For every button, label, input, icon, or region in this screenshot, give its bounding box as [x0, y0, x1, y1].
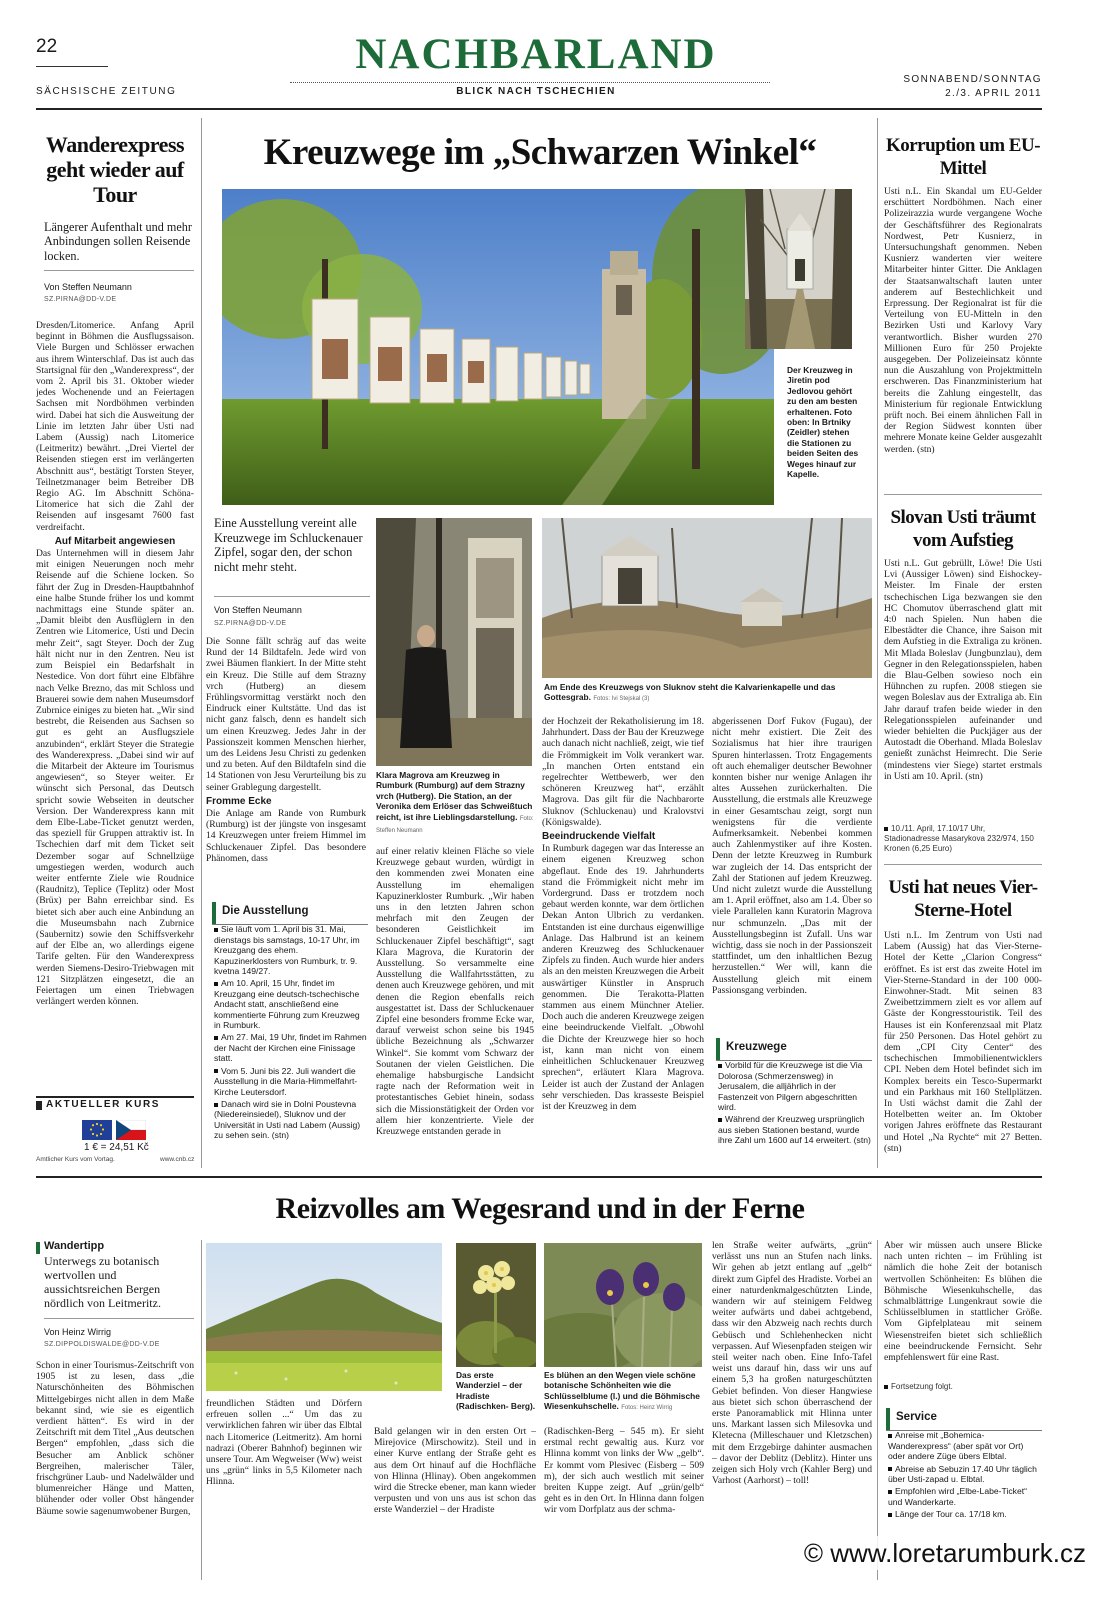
left-subhead: Auf Mitarbeit angewiesen [54, 535, 176, 547]
kurs-marker [36, 1101, 42, 1110]
bottom-kicker: Wandertipp [44, 1240, 105, 1252]
date-line-1: SONNABEND/SONNTAG [903, 74, 1042, 85]
watermark-link[interactable]: © www.loretarumburk.cz [690, 1536, 1086, 1570]
photo-primrose [456, 1243, 536, 1367]
service-item: Abreise ab Sebuzin 17.40 Uhr täglich über Usti-zapad u. Elbtal. [888, 1463, 1037, 1485]
bottom-body-col-1: Schon in einer Tourismus-Zeitschrift von 1905 ist zu lesen, dass „die Naturschönheiten des Böhmischen Mittelgebirges nicht allen in dem Maße bekannt sind, wie sie es eigentlich verdient hätten“. Es wird in der Zeitschrift mit dem Titel „Aus deutschen Bergen“ empfohlen, „dass sich die Besucher am Anblick schöner Bergreihen, malerischer Täler, frischgrüner Laub- und Nadelwälder und blumenreicher Hänge und Matten, blühender oder voller Obst hängender Bäume sowie sagenumwobener Burgen, [36, 1360, 194, 1517]
caption-jiretin: Der Kreuzweg in Jiretin pod Jedlovou gehört zu den am besten erhaltenen. Foto oben: In Brtniky (Zeidler) stehen die Stationen zu beiden Seiten des Weges hinauf zur Kapelle. [787, 365, 859, 480]
bullet-icon [214, 1069, 218, 1073]
bullet-icon [718, 1064, 722, 1068]
bullet-icon [718, 1118, 722, 1122]
caption-magrova [376, 770, 534, 836]
left-body [36, 320, 194, 1094]
right-story1-body: Usti n.L. Ein Skandal um EU-Gelder erschüttert Nordböhmen. Nach einer Polizeirazzia wurde vergangene Woche der Geschäftsführer des Regionalrats Nordwest, Petr Kusnierz, in Untersuchungshaft genommen. Neben Kusnierz wanderten vier weitere Mitarbeiter hinter Gitter. Die Anklagen der Staatsanwaltschaft lauten unter anderem auf Bestechlichkeit und Erpressung. Der Regionalrat ist für die Verteilung von EU-Mitteln in den Bezirken Usti und Karlovy Vary verantwortlich. Bisher wurden 270 Millionen Euro für 250 Projekte ausgegeben. Der Polizeieinsatz könnte nun die Auszahlung von Projektmitteln erschweren. Das Finanzministerium hat bereits die Zahlung eingestellt, das Ministerium für regionale Entwicklung prüft noch. Bei einem ähnlichen Fall in der Region Südwest konnten über mehrere Monate keine Gelder ausgezahlt werden. (stn) [884, 186, 1042, 455]
masthead-dotted-rule [290, 82, 770, 83]
box-ausstellung-item: Am 27. Mai, 19 Uhr, findet im Rahmen der Nacht der Kirchen eine Finissage statt. [214, 1032, 367, 1064]
box-kreuzwege-list [718, 1060, 872, 1145]
right-story2-note: 10./11. April, 17.10/17 Uhr, Stadionadresse Masarykova 232/974, 150 Kronen (6,25 Euro) [884, 824, 1034, 853]
service-box [888, 1412, 1042, 1522]
photo-klara-magrova [376, 518, 532, 766]
masthead-bottom-rule [36, 108, 1042, 110]
main-body-col-2: auf einer relativ kleinen Fläche so viele Kreuzwege gebaut wurden, würdigt in den kommenden zwei Monaten eine Ausstellung im ehemaligen Kapuzinerkloster Rumburk. „Wir haben uns in den letzten Jahren schon mehrfach mit den Zeugen der besonderen Geistlichkeit im Schluckenauer Zipfel beschäftigt“, sagt Klara Magrova, die Kuratorin der Ausstellung. So versammelte eine Ausstellung die Wallfahrtsstätten, zu denen auch Kreuzwege gehören, und mit denen die Region ebenfalls reich ausgestattet ist. Dass der Schluckenauer Zipfel eine besonders fromme Ecke war, darauf verweist schon seine bis 1945 übliche Bezeichnung als „Schwarzer Winkel“. Sie kommt vom Schwarz der Soutanen der vielen Geistlichen. Die ehemalige habsburgische Landsicht ragte nach der Reformation weit in protestantisches Gebiet hinein, sodass sich die Missionstätigkeit der Orden vor allem hier konzentrierte. Viele der Kreuzwege entstanden gerade in [376, 846, 534, 1138]
main-subhead-vielfalt: Beeindruckende Vielfalt [542, 831, 656, 843]
caption-flowers-text: Es blühen an den Wegen viele schöne botanische Schönheiten wie die Schlüsselblume (l.) und die Böhmische Wiesenkuhschelle. [544, 1370, 700, 1412]
bullet-icon [884, 1385, 888, 1389]
credit-flowers: Fotos: Heinz Wirrig [621, 1405, 673, 1412]
right-story3-headline: Usti hat neues Vier-Sterne-Hotel [888, 877, 1038, 921]
section-subtitle: BLICK NACH TSCHECHIEN [456, 86, 616, 97]
right-story1-headline: Korruption um EU-Mittel [885, 135, 1041, 179]
service-item: Empfohlen wird „Elbe-Labe-Ticket“ und Wanderkarte. [888, 1486, 1027, 1507]
box-ausstellung-title: Die Ausstellung [222, 905, 309, 917]
photo-sluknov-chapel [542, 518, 872, 678]
box-ausstellung [214, 906, 368, 1143]
bottom-headline: Reizvolles am Wegesrand und in der Ferne [275, 1192, 805, 1225]
bullet-icon [884, 827, 888, 831]
bottom-right-divider [877, 1240, 878, 1580]
photo-jiretin-chapel [745, 189, 852, 349]
service-list [888, 1430, 1042, 1519]
bullet-icon [214, 1103, 218, 1107]
photo-hradiste [206, 1243, 442, 1391]
main-body-col-1 [206, 636, 366, 888]
left-body-para-1: Dresden/Litomerice. Anfang April beginnt in Böhmen die Ausflugssaison. Viele Burgen und Schlösser erwachen aus ihrem Winterschlaf. Das ist auch das Startsignal für den „Wanderexpress“, der vom 2. April bis 31. Oktober wieder jedes Wochenende und an Feiertagen Sachsen mit Nordböhmen verbinden wird. Dabei hat sich die Ausweitung der Linie im letzten Jahr über Usti nad Labem (Aussig) nach Litomerice (Leitmeritz) bewährt. „Drei Viertel der Reisenden stiegen erst im verlängerten Abschnitt aus“, bestätigt Torsten Steyer, Teilnetzmanager beim Betreiber DB Regio AG. Im Abschnitt Schöna-Litomerice hat sich die Zahl der Reisenden auf insgesamt 7600 fast verdreifacht. [36, 320, 194, 533]
box-ausstellung-item: Sie läuft vom 1. April bis 31. Mai, dienstags bis samstags, 10-17 Uhr, im Kreuzgang des ehem. Kapuzinerklosters von Rumburk, tr. 9. kvetna 149/27. [214, 924, 360, 977]
bullet-icon [888, 1434, 892, 1438]
bottom-body-col-5: len Straße weiter aufwärts, „grün“ verlässt uns nun an Stufen nach links. Wir gehen ab jetzt entlang auf „gelb“ direkt zum Gipfel des Hradiste. Vorbei an einer naturdenkmalgeschützten Linde, wandern wir auf steinigem Feldweg weiter aufwärts und dabei achtgebend, dass wir den Abzweig nach rechts durch Gebüsch und Schlehenhecken nicht verpassen. Auf Wiesenpfaden steigen wir steil weiter nach oben. Eine Info-Tafel weist uns darauf hin, dass wir uns auf einem 5,3 ha großen naturgeschützten Gebiet befinden. Von dieser Hangwiese aus bietet sich schon überraschend der erste Panoramablick mit Hlinna unter uns. Markant lassen sich Milesovka und Kletecna (Milleschauer und Kletzschen) mit dem Erzgebirge dahinter ausmachen – davor der Deblitz (Deblitz). Hinter uns zeigen sich Holy vrch (Kahler Berg) und Varhost (Aarhorst) – toll! [712, 1240, 872, 1487]
kurs-source: www.cnb.cz [160, 1156, 195, 1163]
kurs-note: Amtlicher Kurs vom Vortag. [36, 1156, 115, 1163]
bullet-icon [214, 1036, 218, 1040]
right-column-divider [877, 118, 878, 1168]
caption-hradiste: Das erste Wanderziel – der Hradiste (Radischken- Berg). [456, 1370, 536, 1412]
credit-sluknov: Fotos: Ivi Stejskal (3) [593, 696, 650, 703]
main-headline: Kreuzwege im „Schwarzen Winkel“ [263, 132, 817, 173]
masthead-left-rule [36, 66, 108, 67]
right-sep-2 [884, 864, 1042, 865]
bottom-body-col-4: (Radischken-Berg – 545 m). Er sieht erstmal recht gewaltig aus. Kurz vor Hlinna kommt von links der Ww „gelb“. Er kommt vom Plesivec (Eisberg – 509 m), der sich auch westlich mit seiner breiten Kuppe zeigt. Auf „grün/gelb“ geht es in den Ort. In Hlinna dann folgen wir vom Dorfplatz aus der schma- [544, 1426, 704, 1516]
page-number: 22 [36, 36, 58, 57]
kurs-value: 1 € = 24,51 Kč [84, 1142, 149, 1153]
service-item: Länge der Tour ca. 17/18 km. [888, 1509, 1042, 1519]
main-teaser-rule [214, 596, 370, 597]
bottom-email: SZ.DIPPOLDISWALDE@DD-V.DE [44, 1341, 160, 1348]
bottom-teaser: Unterwegs zu botanisch wertvollen und aussichtsreichen Bergen nördlich von Leitmeritz. [44, 1254, 161, 1310]
box-kreuzwege-item: Während der Kreuzweg ursprünglich aus sieben Stationen bestand, wurde ihre Zahl um 1600 auf 14 erweitert. (stn) [718, 1114, 871, 1146]
bottom-body-col-3: Bald gelangen wir in den ersten Ort – Mirejovice (Mirschowitz). Steil und in einer Kurve entlang der Straße geht es aus dem Ort hinauf auf die Hochfläche von Hlinna (Hlinay). Oben angekommen wird die Strecke ebener, man kann wieder verpusten und von uns aus ist schon das erste Wanderziel – der Hradiste [374, 1426, 536, 1516]
box-ausstellung-list [214, 924, 368, 1140]
credit-magrova: Foto: Steffen Neumann [376, 815, 534, 835]
photo-brtniky-stations [222, 189, 774, 505]
box-kreuzwege [718, 1042, 872, 1148]
main-email: SZ.PIRNA@DD-V.DE [214, 620, 287, 627]
box-kreuzwege-item: Vorbild für die Kreuzwege ist die Via Dolorosa (Schmerzensweg) in Jerusalem, die alljährlich in der Fastenzeit von Pilgern abgeschritten wird. [718, 1060, 863, 1113]
main-teaser: Eine Ausstellung vereint alle Kreuzwege im Schluckenauer Zipfel, sogar den, der schon nicht mehr steht. [214, 516, 363, 574]
bottom-body-col-2: freundlichen Städten und Dörfern erfreuen sollen ...“ Um das zu verwirklichen fahren wir über das Elbtal nach Litomerice (Leitmeritz). Am horni nadrazi (Oberer Bahnhof) beginnen wir unsere Tour. Am Wegweiser (Ww) weist uns „grün“ links in 5,5 Kilometer nach Hlinna. [206, 1398, 362, 1488]
right-story3-body: Usti n.L. Im Zentrum von Usti nad Labem (Aussig) hat das Vier-Sterne-Hotel der Kette „Clarion Congress“ eröffnet. Es ist erst das zweite Hotel im Vier-Sterne-Standard in der 100 000-Einwohner-Stadt. Mit seinen 83 Zweibettzimmern zielt es vor allem auf Gäste der Kongresstouristik. Teil des Hauses ist ein Konferenzsaal mit Platz für 250 Personen. Das Hotel gehört zu dem „CPI City Center“ des tschechischen Immobilienentwicklers CPI. Neben dem Hotel befindet sich im Komplex bereits ein Tesco-Supermarkt und ein Parkhaus mit 160 Stellplätzen. In Usti wächst damit die Zahl der Hotelbetten weiter an. Im Oktober vorigen Jahres eröffnete das Restaurant und Hotel „Na Rychte“ mit 27 Betten. (stn) [884, 930, 1042, 1154]
right-story2-headline: Slovan Usti träumt vom Aufstieg [890, 507, 1036, 551]
bullet-icon [214, 928, 218, 932]
right-story2-body: Usti n.L. Gut gebrüllt, Löwe! Die Usti Lvi (Aussiger Löwen) sind Eishockey-Meister. Im Finale der ersten tschechischen Liga bezwangen sie den HC Chomutov überraschend glatt mit 4:0 nach Spielen. Nun haben die Elbestädter die Chance, ihre Saison mit dem Aufstieg in die Extraliga zu krönen. Mit Mlada Boleslav (Jungbunzlau), dem Gegner in den Relegationsspielen, haben die Blau-Gelben sowieso noch ein Hühnchen zu rupfen. 2008 stiegen sie wegen Boleslav aus der Extraliga ab. Ein Jahr darauf trafen beide wieder in den Relegationsspielen aufeinander und wieder behielten die Puckjäger aus der Autostadt die Oberhand. Mlada Boleslav genießt zunächst Heimrecht. Die Serie (mindestens vier Siege) startet erstmals in Usti am 10. April. (stn) [884, 558, 1042, 782]
bullet-icon [888, 1490, 892, 1494]
left-byline: Von Steffen Neumann [44, 282, 132, 292]
bottom-left-divider [201, 1240, 202, 1580]
left-body-para-2: Das Unternehmen will in diesem Jahr mit einigen Neuerungen noch mehr Reisende auf die Schiene locken. So fährt der Zug in Dresden-Hauptbahnhof eine halbe Stunde früher los und kommt nachmittags eine Stunde später an. „Damit bleibt den Ausflüglern in den Zentren wie Litomerice, Usti und Decin mehr Zeit“, sagt Steyer. Doch der Zug hält nicht nur in den Zentren. Neu ist zum Beispiel ein Bedarfshalt in Nestedice. Von dort führt eine Elbfähre nach Velke Brezno, das mit Schloss und Brauerei sowie dem nahen Museumsdorf Zubrnice einiges zu bieten hat. „Wir sind bestrebt, die Reisenden aus Sachsen so gut es geht an Ausflugsziele anzubinden“, erklärt Steyer die Strategie des Wanderexpress. „Dabei sind wir auf die Mitarbeit der Akteure im Tourismus angewiesen“, so Steyer weiter. Er wünscht sich Personal, das Deutsch spricht sowie Webseiten in deutscher Version. Der Wanderexpress kann mit dem Elbe-Labe-Ticket genutzt werden, das speziell für Gruppen attraktiv ist. In Tschechien darf mit dem Ticket seit Dezember sogar auf Schnellzüge umgestiegen werden, wodurch auch weiter entfernte Ziele wie Roudnice (Raudnitz), Teplice (Teplitz) oder Most (Brüx) per Bahn erreichbar sind. Es bietet sich aber auch eine Anbindung an die Museumsbahn nach Zubrnice (Saubernitz) sowie den Schiffsverkehr auf der Elbe an, wo allerdings eigene Tarife gelten. Für den Wanderexpress werden Siemens-Desiro-Triebwagen mit 121 Sitzplätzen eingesetzt, die an Feiertagen um einen Triebwagen verlängert werden können. [36, 548, 194, 1008]
caption-sluknov [544, 682, 874, 708]
service-item: Anreise mit „Bohemica-Wanderexpress“ (aber spät vor Ort) oder andere Züge übers Elbtal. [888, 1430, 1024, 1462]
main-body-col-3 [542, 716, 704, 1166]
left-teaser-rule [44, 270, 194, 271]
eu-flag-icon [82, 1120, 112, 1140]
caption-flowers [544, 1370, 704, 1420]
bullet-icon [888, 1467, 892, 1471]
service-title: Service [896, 1411, 937, 1423]
bullet-icon [888, 1513, 892, 1517]
left-teaser: Längerer Aufenthalt und mehr Anbindungen sollen Reisende locken. [44, 220, 192, 263]
main-body-col3-a: der Hochzeit der Rekatholisierung im 18. Jahrhundert. Dass der Bau der Kreuzwege auch danach nicht nachließ, zeigt, wie tief die Frömmigkeit im Volk verankert war. „In manchen Orten entstand ein regelrechter Wettbewerb, wer den schöneren Kreuzweg hat“, erzählt Magrova. Das gilt für die Nachbarorte Sluknov (Schluckenau) und Kralovstvi (Königswalde). [542, 716, 704, 828]
main-body-col3-b: In Rumburk dagegen war das Interesse an einem eigenen Kreuzweg schon abgeflaut. Ende des 19. Jahrhunderts stand die Frömmigkeit nicht mehr im Vordergrund. Dass er trotzdem noch gebaut werden konnte, war dem örtlichen Dekan Anton Ulbrich zu verdanken. Entstanden ist eine durchaus eigenwillige Anlage. Das Halbrund ist an keinem anderen Kreuzweg des Schluckenauer Zipfels zu finden. Auch wurde hier anders als an den meisten Kreuzwegen die Arbeit auswärtiger Künstler in Anspruch genommen. Die Terakotta-Platten stammen aus einem Münchner Atelier. Doch auch die anderen Kreuzwege zeigen eine beeindruckende Vielfalt. „Obwohl die Dichte der Kreuzwege hier so hoch ist, kann man nicht von einem einheitlichen Schluckenauer Kreuzweg sprechen“, erläutert Klara Magrova. Leider ist auch der Zustand der Anlagen sehr verschieden. Das krasseste Beispiel ist der Kreuzweg in dem [542, 843, 704, 1112]
left-column-divider [201, 118, 202, 1168]
bottom-byline: Von Heinz Wirrig [44, 1327, 112, 1337]
photo-pasque-flower [544, 1243, 702, 1367]
main-body-col1-a: Die Sonne fällt schräg auf das weite Rund der 14 Bildtafeln. Jede wird von zwei Bäumen flankiert. In der Mitte steht ein Kreuz. Die Stille auf dem Strazny vrch (Hutberg) an diesem Frühlingsvormittag verstärkt noch den Eindruck einer Kultstätte. Und das ist nicht ganz falsch, denn es handelt sich um einen Kreuzweg. Jedes Jahr in der Passionszeit kommen Menschen hierher, um des Leidens Jesu Christi zu gedenken und zu beten. Auf den Bildtafeln sind die 14 Stationen von Jesu Verurteilung bis zu seiner Grablegung dargestellt. [206, 636, 366, 793]
kicker-marker [36, 1242, 40, 1254]
box-ausstellung-item: Vom 5. Juni bis 22. Juli wandert die Ausstellung in die Maria-Himmelfahrt-Kirche Leutersdorf. [214, 1065, 358, 1097]
left-email: SZ.PIRNA@DD-V.DE [44, 296, 117, 303]
section-title: NACHBARLAND [355, 31, 717, 78]
caption-magrova-text: Klara Magrova am Kreuzweg in Rumburk (Rumburg) auf dem Strazny vrch (Hutberg). Die Station, an der Veronika dem Erlöser das Schweißtuch reicht, ist ihre Lieblingsdarstellung. [376, 770, 533, 822]
bullet-icon [214, 982, 218, 986]
main-body-col-4: abgerissenen Dorf Fukov (Fugau), der nicht mehr existiert. Die Zeit des Sozialismus hat hier ihre traurigen Spuren hinterlassen. Trotz Engagements oft auch ehemaliger deutscher Bewohner konnten bisher nur wenige Anlagen ihr altes Aussehen zurückerhalten. Die Ausstellung, die erstmals alle Kreuzwege in einer Gesamtschau zeigt, sorgt nun wenigstens für die verdiente Aufmerksamkeit. Nebenbei kommen auch Zahlenmystiker auf ihre Kosten. Denn der letzte Kreuzweg in Rumburk war zugleich der 14. Das entspricht der Zahl der Stationen auf jedem Kreuzweg. Und nicht zuletzt wurde die Ausstellung am 1. April eröffnet, also am 1.4. Über so viele Parallelen kann Kuratorin Magrova nur schmunzeln. „Das mit der Ausstellungsbeginn ist Zufall. Uns war wichtig, dass sie noch in der Passionszeit stattfindet, um den inhaltlichen Bezug herzustellen.“ Wer will, kann die Ausstellung gleich mit einem Passionsgang verbinden. [712, 716, 872, 996]
box-ausstellung-item: Danach wird sie in Dolni Poustevna (Niedereinsiedel), Sluknov und der Universität in Usti nad Labem (Aussig) zu sehen sein. (stn) [214, 1098, 361, 1141]
bottom-body-col-6: Aber wir müssen auch unsere Blicke nach unten richten – im Frühling ist nämlich die hohe Zeit der botanisch wertvollen Schönheiten: Es blühen die Böhmische Wiesenkuhschelle, das schmalblättrige Lungenkraut sowie die Schlüsselblumen in stattlicher Größe. Vom Gipfelplateau mit seinem Wiesenstreifen bietet sich schließlich eine beeindruckende Fernsicht. Sehr empfehlenswert für eine Rast. [884, 1240, 1042, 1364]
right-sep-1 [884, 494, 1042, 495]
kurs-title: AKTUELLER KURS [46, 1099, 161, 1110]
czech-flag-icon [116, 1120, 146, 1140]
bottom-teaser-rule [44, 1318, 194, 1319]
main-subhead-fromme-ecke: Fromme Ecke [206, 795, 272, 807]
bottom-top-rule [36, 1176, 1042, 1178]
caption-sluknov-text: Am Ende des Kreuzwegs von Sluknov steht die Kalvarienkapelle und das Gottesgrab. [544, 682, 836, 703]
bottom-continued: Fortsetzung folgt. [884, 1382, 953, 1391]
main-byline: Von Steffen Neumann [214, 605, 302, 615]
box-kreuzwege-title: Kreuzwege [726, 1041, 787, 1053]
left-headline: Wanderexpress geht wieder auf Tour [45, 132, 185, 207]
paper-name: SÄCHSISCHE ZEITUNG [36, 86, 177, 97]
date-line-2: 2./3. APRIL 2011 [945, 88, 1042, 99]
main-body-col1-b: Die Anlage am Rande von Rumburk (Rumburg) ist der jüngste von insgesamt 14 Kreuzwegen unter freiem Himmel im Schluckenauer Zipfel. Das besondere Phänomen, dass [206, 808, 366, 864]
box-ausstellung-item: Am 10. April, 15 Uhr, findet im Kreuzgang eine deutsch-tschechische Andacht statt, anschließend eine kommentierte Führung zum Kreuzweg in Rumburk. [214, 978, 360, 1031]
kurs-top-rule [36, 1096, 194, 1098]
